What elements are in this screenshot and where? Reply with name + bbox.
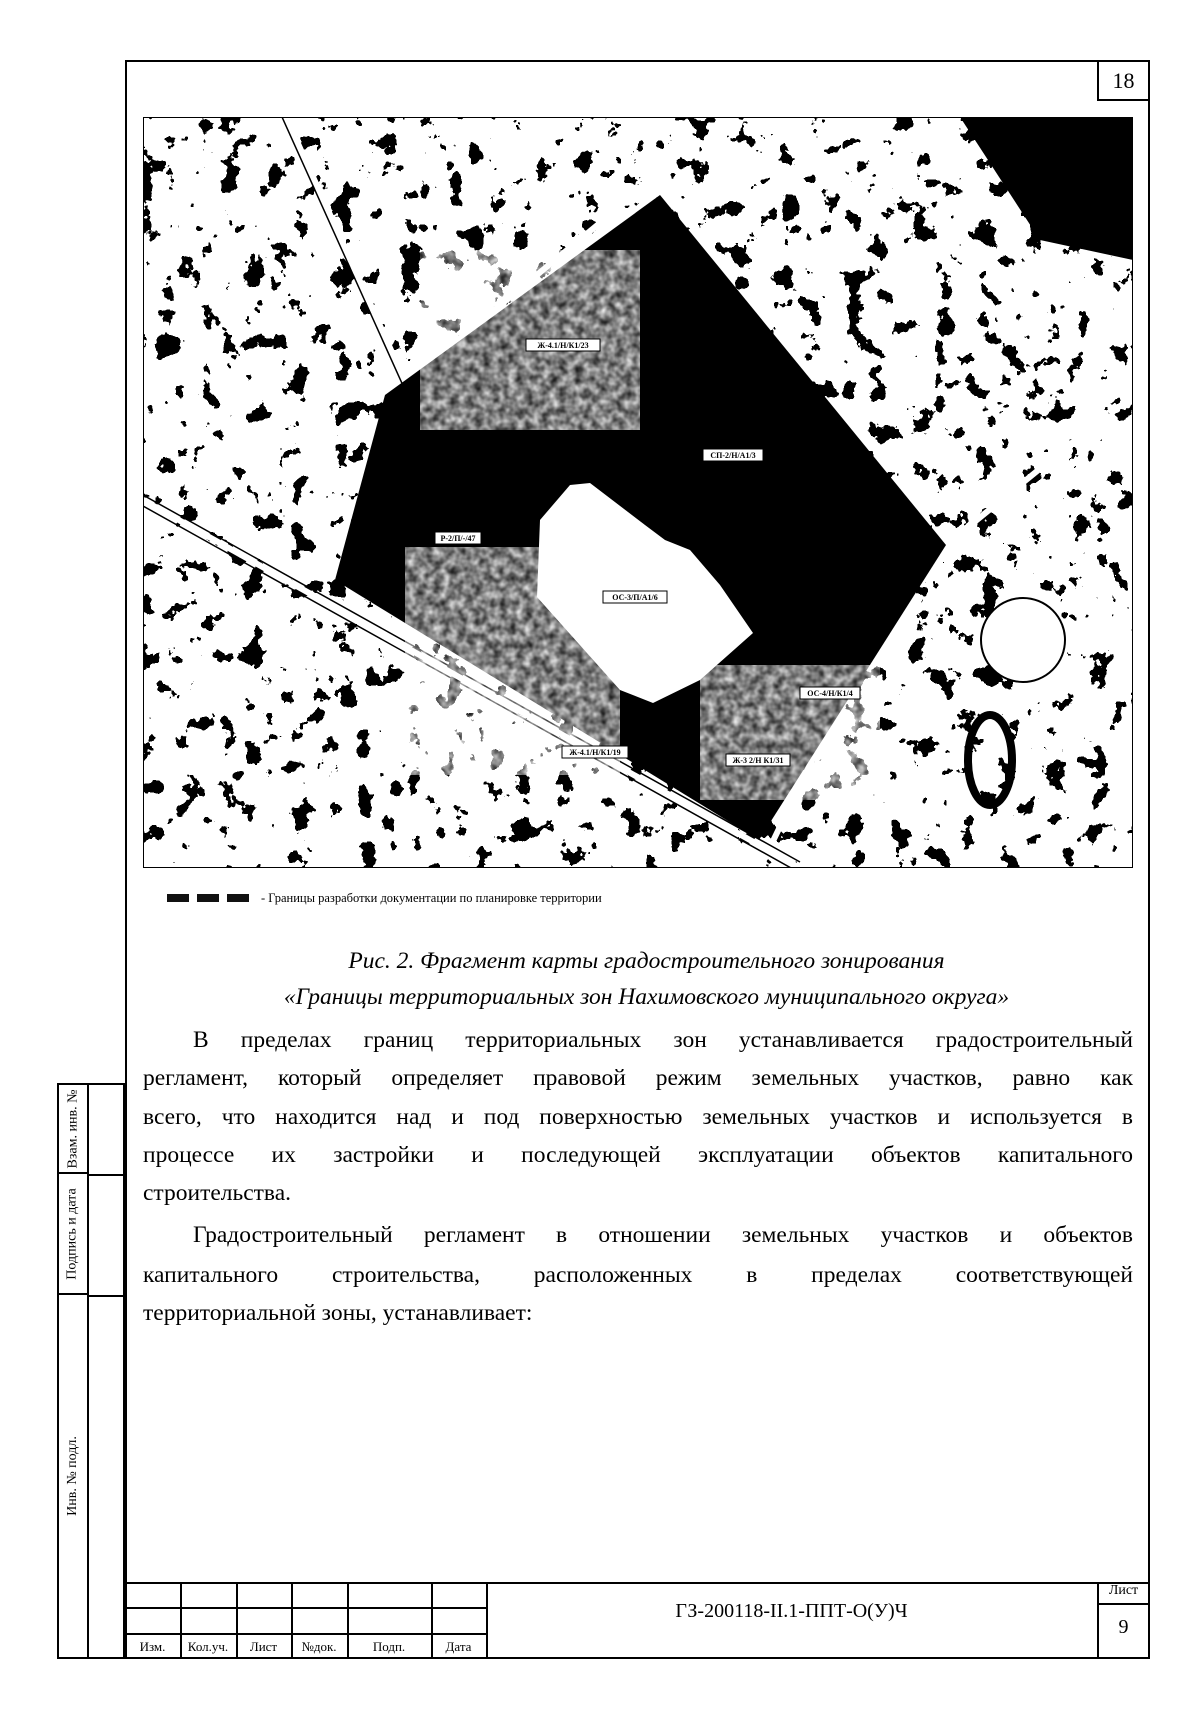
- paragraph-line: капитального строительства, расположенных в пределах соответствующей: [143, 1262, 1133, 1288]
- paragraph-line: процессе их застройки и последующей эксплуатации объектов капитального: [143, 1142, 1133, 1168]
- header-kol-uch: Кол.уч.: [187, 1639, 229, 1654]
- header-list: Лист: [249, 1639, 278, 1654]
- boundary-dash-icon: [167, 894, 189, 902]
- side-stamp: [57, 1083, 125, 1659]
- header-podp: Подп.: [372, 1639, 406, 1654]
- zone-label: [703, 449, 763, 461]
- zone-label: [562, 746, 628, 758]
- header-ndok: №док.: [301, 1639, 337, 1654]
- svg-text:СП-2/Н/А1/3: СП-2/Н/А1/3: [710, 451, 756, 460]
- svg-text:Ж-4.1/Н/К1/23: Ж-4.1/Н/К1/23: [537, 341, 589, 350]
- svg-text:Ж-4.1/Н/К1/19: Ж-4.1/Н/К1/19: [569, 748, 621, 757]
- legend-text: - Границы разработки документации по планировке территории: [261, 890, 602, 905]
- side-stamp-cell: Подпись и дата: [59, 1174, 89, 1295]
- paragraph-line: регламент, который определяет правовой режим земельных участков, равно как: [143, 1065, 1133, 1091]
- round-building: [981, 598, 1065, 682]
- boundary-dash-icon: [197, 894, 219, 902]
- zone-label: [435, 532, 481, 544]
- paragraph-line: Градостроительный регламент в отношении земельных участков и объектов: [193, 1222, 1133, 1248]
- document-code: ГЗ-200118-II.1-ППТ-О(У)Ч: [675, 1600, 908, 1622]
- zone-label: [603, 591, 667, 603]
- sheet-label: Лист: [1108, 1583, 1139, 1598]
- header-izm: Изм.: [139, 1639, 166, 1654]
- svg-text:ОС-4/Н/К1/4: ОС-4/Н/К1/4: [807, 689, 853, 698]
- zone-label: [526, 339, 600, 351]
- zone-label: [726, 754, 790, 766]
- paragraph-line: строительства.: [143, 1180, 291, 1206]
- boundary-dash-icon: [227, 894, 249, 902]
- sheet-value: 9: [1118, 1616, 1129, 1638]
- side-stamp-cell: Взам. инв. №: [59, 1085, 89, 1174]
- header-data: Дата: [445, 1639, 472, 1654]
- svg-text:Ж-3 2/Н К1/31: Ж-3 2/Н К1/31: [732, 756, 784, 765]
- figure-caption-line1: Рис. 2. Фрагмент карты градостроительного зонирования: [348, 948, 945, 974]
- svg-text:ОС-3/П/А1/6: ОС-3/П/А1/6: [612, 593, 658, 602]
- page-number: 18: [1097, 60, 1150, 101]
- zone-label: [800, 687, 860, 699]
- zoning-map: [143, 117, 1133, 868]
- paragraph-line: всего, что находится над и под поверхностью земельных участков и используется в: [143, 1104, 1133, 1130]
- side-stamp-cell: Инв. № подл.: [59, 1295, 89, 1657]
- map-legend: [167, 889, 602, 907]
- svg-text:Р-2/П/-/47: Р-2/П/-/47: [440, 534, 476, 543]
- paragraph-line: В пределах границ территориальных зон устанавливается градостроительный: [193, 1027, 1133, 1053]
- figure-caption-line2: «Границы территориальных зон Нахимовского муниципального округа»: [283, 984, 1010, 1010]
- paragraph-line: территориальной зоны, устанавливает:: [143, 1300, 533, 1326]
